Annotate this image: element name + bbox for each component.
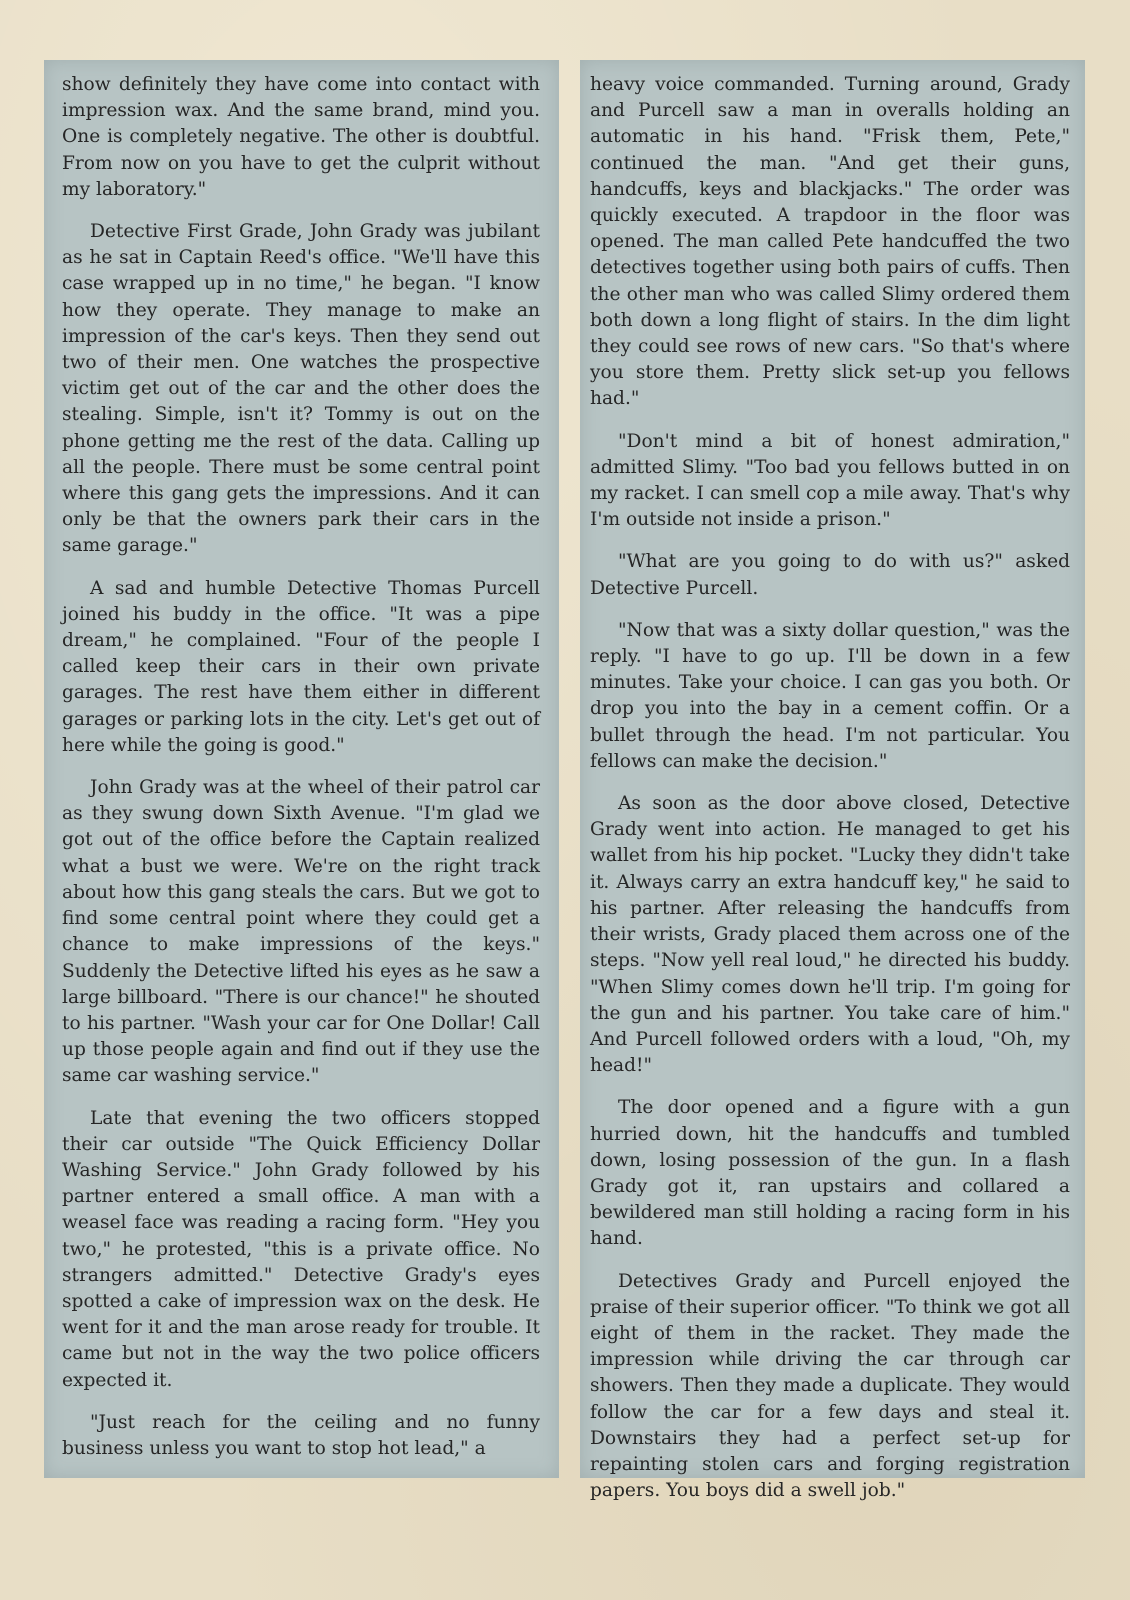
story-paragraph: Detective First Grade, John Grady was jubilant as he sat in Captain Reed's office. "We'll have this case wrapped up in no time," he began. "I know how they operate. They manage to make an impression of the car's keys. Then they send out two of their men. One watches the prospective victim get out of the car and the other does the stealing. Simple, isn't it? Tommy is out on the phone getting me the rest of the data. Calling up all the people. There must be some central point where this gang gets the impressions. And it can only be that the owners park their cars in the same garage." bbox=[62, 221, 540, 557]
story-paragraph: As soon as the door above closed, Detective Grady went into action. He managed to get his wallet from his hip pocket. "Lucky they didn't take it. Always carry an extra handcuff key," he said to his partner. After releasing the handcuffs from their wrists, Grady placed them across one of the steps. "Now yell real loud," he directed his buddy. "When Slimy comes down he'll trip. I'm going for the gun and his partner. You take care of him." And Purcell followed orders with a loud, "Oh, my head!" bbox=[590, 793, 1070, 1077]
story-paragraph: Late that evening the two officers stopped their car outside "The Quick Efficiency Dollar Washing Service." John Grady followed by his partner entered a small office. A man with a weasel face was reading a racing form. "Hey you two," he protested, "this is a private office. No strangers admitted." Detective Grady's eyes spotted a cake of impression wax on the desk. He went for it and the man arose ready for trouble. It came but not in the way the two police officers expected it. bbox=[62, 1107, 540, 1391]
story-paragraph: show definitely they have come into contact with impression wax. And the same brand, mind you. One is completely negative. The other is doubtful. From now on you have to get the culprit without my laboratory." bbox=[62, 74, 540, 200]
story-paragraph: "Don't mind a bit of honest admiration," admitted Slimy. "Too bad you fellows butted in on my racket. I can smell cop a mile away. That's why I'm outside not inside a prison." bbox=[590, 430, 1070, 531]
story-paragraph: The door opened and a figure with a gun hurried down, hit the handcuffs and tumbled down, losing possession of the gun. In a flash Grady got it, ran upstairs and collared a bewildered man still holding a racing form in his hand. bbox=[590, 1097, 1070, 1250]
story-paragraph: "Now that was a sixty dollar question," was the reply. "I have to go up. I'll be down in a few minutes. Take your choice. I can gas you both. Or drop you into the bay in a cement coffin. Or a bullet through the head. I'm not particular. You fellows can make the decision." bbox=[590, 619, 1070, 772]
story-paragraph: Detectives Grady and Purcell enjoyed the praise of their superior officer. "To think we got all eight of them in the racket. They made the impression while driving the car through car showers. Then they made a duplicate. They would follow the car for a few days and steal it. Downstairs they had a perfect set-up for repainting stolen cars and forging registration papers. You boys did a swell job." bbox=[590, 1270, 1070, 1502]
story-paragraph: heavy voice commanded. Turning around, Grady and Purcell saw a man in overalls holding an automatic in his hand. "Frisk them, Pete," continued the man. "And get their guns, handcuffs, keys and blackjacks." The order was quickly executed. A trapdoor in the floor was opened. The man called Pete handcuffed the two detectives together using both pairs of cuffs. Then the other man who was called Slimy ordered them both down a long flight of stairs. In the dim light they could see rows of new cars. "So that's where you store them. Pretty slick set-up you fellows had." bbox=[590, 74, 1070, 410]
story-paragraph: A sad and humble Detective Thomas Purcell joined his buddy in the office. "It was a pipe dream," he complained. "Four of the people I called keep their cars in their own private garages. The rest have them either in different garages or parking lots in the city. Let's get out of here while the going is good." bbox=[62, 577, 540, 756]
left-text-column bbox=[62, 72, 540, 1478]
story-paragraph: "Just reach for the ceiling and no funny business unless you want to stop hot lead," a bbox=[62, 1411, 540, 1459]
right-text-column bbox=[590, 72, 1070, 1520]
story-paragraph: "What are you going to do with us?" asked Detective Purcell. bbox=[590, 551, 1070, 599]
story-paragraph: John Grady was at the wheel of their patrol car as they swung down Sixth Avenue. "I'm glad we got out of the office before the Captain realized what a bust we were. We're on the right track about how this gang steals the cars. But we got to find some central point where they could get a chance to make impressions of the keys." Suddenly the Detective lifted his eyes as he saw a large billboard. "There is our chance!" he shouted to his partner. "Wash your car for One Dollar! Call up those people again and find out if they use the same car washing service." bbox=[62, 777, 540, 1087]
